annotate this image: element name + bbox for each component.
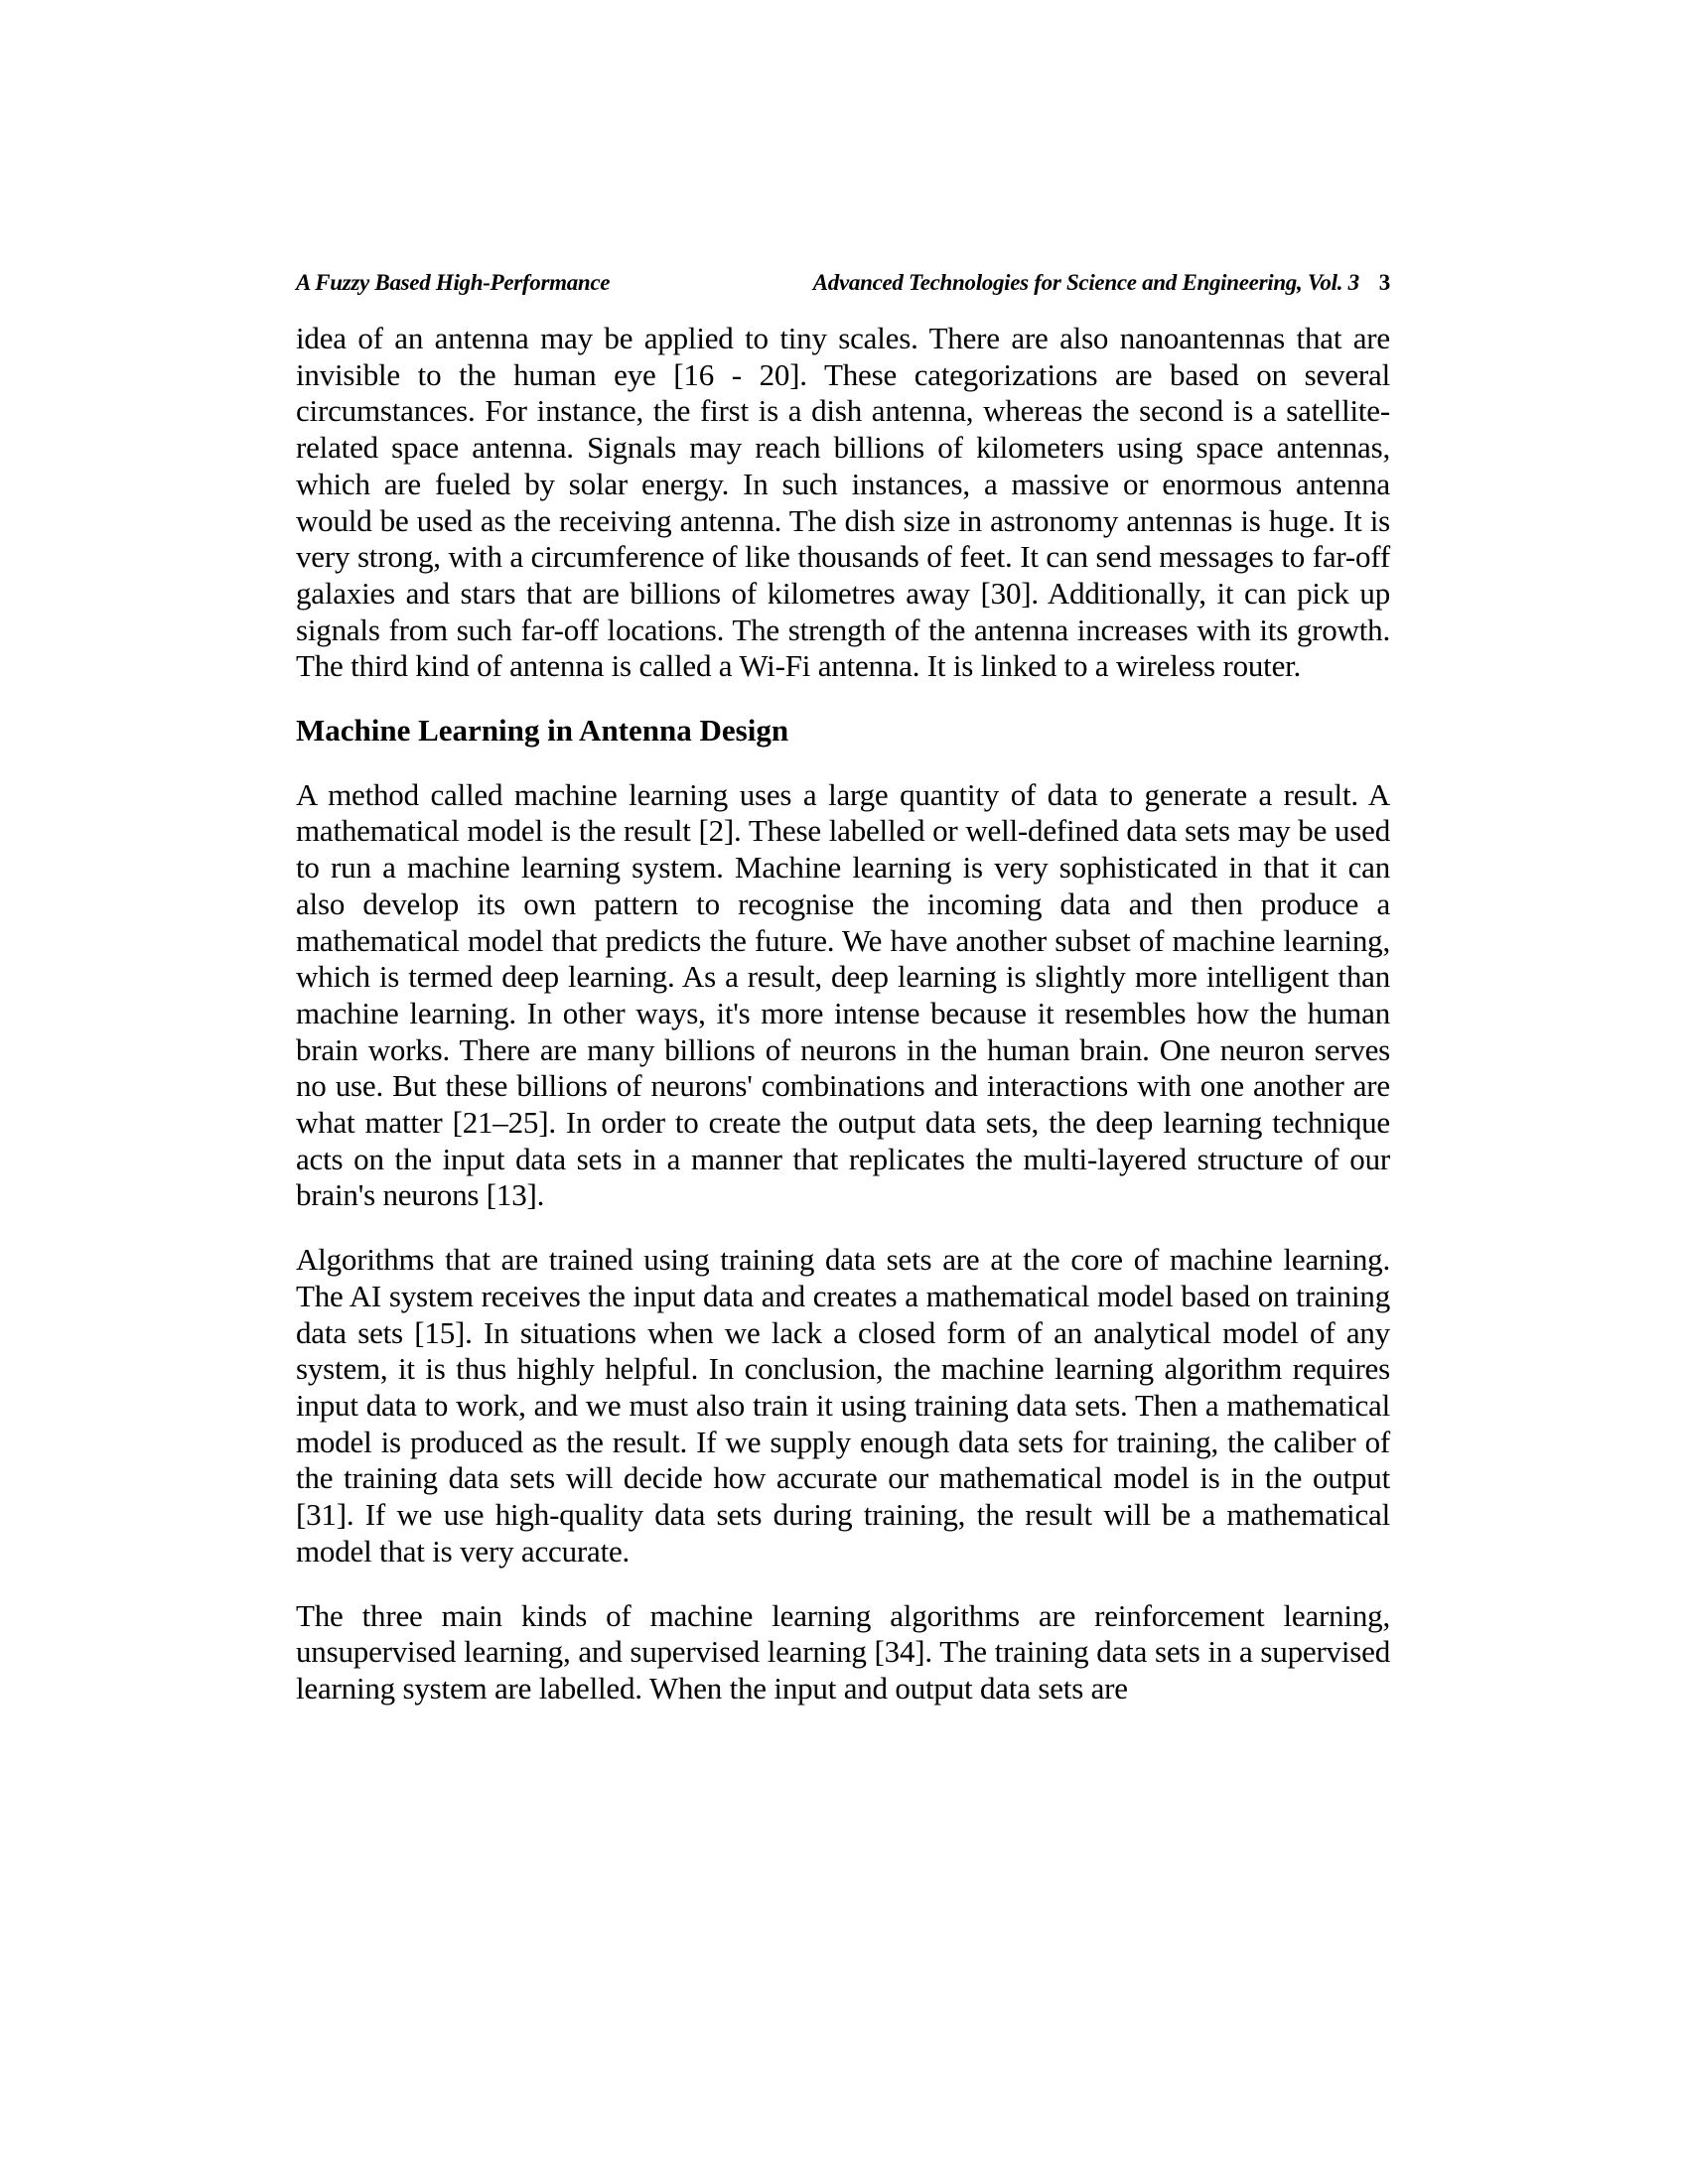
running-header bbox=[296, 270, 1390, 306]
body-paragraph: The three main kinds of machine learning algorithms are reinforcement learning, unsupervised learning, and supervised learning [34]. The training data sets in a supervised learning system are labelled. When the input and output data sets are bbox=[296, 1597, 1390, 1706]
page-number: 3 bbox=[1378, 270, 1390, 295]
running-header-book-title: Advanced Technologies for Science and Engineering, Vol. 3 bbox=[812, 270, 1359, 295]
document-page bbox=[296, 270, 1390, 1707]
body-paragraph: A method called machine learning uses a large quantity of data to generate a result. A mathematical model is the result [2]. These labelled or well-defined data sets may be used to run a machine learning system. Machine learning is very sophisticated in that it can also develop its own pattern to recognise the incoming data and then produce a mathematical model that predicts the future. We have another subset of machine learning, which is termed deep learning. As a result, deep learning is slightly more intelligent than machine learning. In other ways, it's more intense because it resembles how the human brain works. There are many billions of neurons in the human brain. One neuron serves no use. But these billions of neurons' combinations and interactions with one another are what matter [21–25]. In order to create the output data sets, the deep learning technique acts on the input data sets in a manner that replicates the multi-layered structure of our brain's neurons [13]. bbox=[296, 776, 1390, 1213]
section-heading: Machine Learning in Antenna Design bbox=[296, 713, 789, 749]
running-header-chapter-title: A Fuzzy Based High-Performance bbox=[296, 270, 611, 295]
body-paragraph: Algorithms that are trained using training data sets are at the core of machine learning. The AI system receives the input data and creates a mathematical model based on training data sets [15]. In situations when we lack a closed form of an analytical model of any system, it is thus highly helpful. In conclusion, the machine learning algorithm requires input data to work, and we must also train it using training data sets. Then a mathematical model is produced as the result. If we supply enough data sets for training, the caliber of the training data sets will decide how accurate our mathematical model is in the output [31]. If we use high-quality data sets during training, the result will be a mathematical model that is very accurate. bbox=[296, 1242, 1390, 1569]
body-paragraph: idea of an antenna may be applied to tiny scales. There are also nanoantennas that are invisible to the human eye [16 - 20]. These categorizations are based on several circumstances. For instance, the first is a dish antenna, whereas the second is a satellite-related space antenna. Signals may reach billions of kilometers using space antennas, which are fueled by solar energy. In such instances, a massive or enormous antenna would be used as the receiving antenna. The dish size in astronomy antennas is huge. It is very strong, with a circumference of like thousands of feet. It can send messages to far-off galaxies and stars that are billions of kilometres away [30]. Additionally, it can pick up signals from such far-off locations. The strength of the antenna increases with its growth. The third kind of antenna is called a Wi-Fi antenna. It is linked to a wireless router. bbox=[296, 321, 1390, 684]
